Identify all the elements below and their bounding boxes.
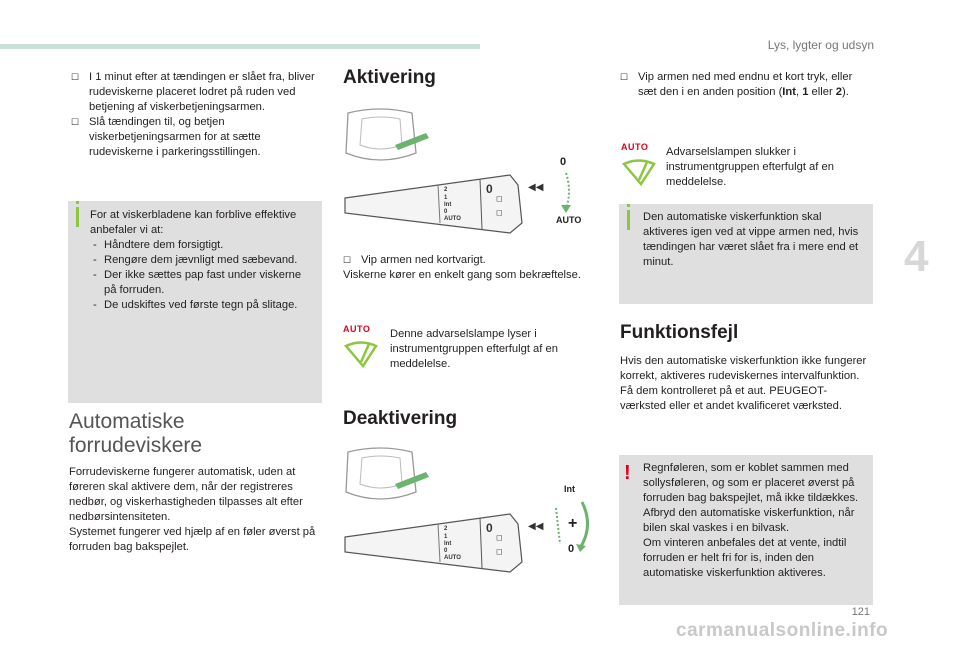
col1-bullets bbox=[71, 70, 323, 160]
plus-icon: + bbox=[568, 515, 578, 532]
svg-text:◻: ◻ bbox=[496, 208, 503, 217]
wiper-lamp-icon bbox=[621, 158, 657, 186]
position-auto-label: AUTO bbox=[556, 215, 582, 225]
position-int-label: Int bbox=[564, 484, 575, 494]
position-0-label: 0 bbox=[560, 156, 567, 168]
info-text: For at viskerbladene kan forblive effektive anbefaler vi at: bbox=[90, 209, 297, 236]
wiper-stalk-diagram-activation bbox=[340, 105, 590, 240]
svg-text:◻: ◻ bbox=[496, 547, 503, 556]
auto-warning-lamp-on bbox=[343, 324, 388, 373]
header-bar bbox=[0, 44, 480, 49]
svg-text:◻: ◻ bbox=[496, 194, 503, 203]
lamp-off-text: Advarselslampen slukker i instrumentgruppen efterfulgt af en meddelelse. bbox=[666, 146, 834, 188]
position-0-label: 0 bbox=[568, 543, 575, 555]
info-box-wiper-care bbox=[68, 201, 322, 403]
list-item: ☐ Slå tændingen til, og betjen viskerbetjeningsarmen for at sætte rudeviskerne i parkeringsstillingen. bbox=[71, 116, 261, 158]
checkbox-bullet-icon: ☐ bbox=[343, 255, 352, 265]
heading-activation: Aktivering bbox=[343, 67, 436, 88]
heading-automatic-wipers: Automatiske forrudeviskere bbox=[69, 410, 203, 457]
wiper-stalk-diagram-deactivation bbox=[340, 444, 590, 579]
checkbox-bullet-icon: ☐ bbox=[71, 117, 80, 127]
col3-bullet bbox=[620, 70, 872, 100]
warning-text: Afbryd den automatiske viskerfunktion, når bilen skal vaskes i en bilvask. bbox=[643, 507, 855, 534]
checkbox-bullet-icon: ☐ bbox=[71, 72, 80, 82]
svg-text:Int: Int bbox=[444, 202, 452, 208]
svg-text:0: 0 bbox=[486, 182, 493, 196]
watermark: carmanualsonline.info bbox=[676, 620, 889, 641]
info-box-reactivate bbox=[619, 204, 873, 304]
svg-text:2: 2 bbox=[444, 187, 448, 193]
list-item: - Rengøre dem jævnligt med sæbevand. bbox=[90, 253, 316, 268]
wiper-lamp-icon bbox=[343, 340, 379, 368]
stalk-icon bbox=[345, 514, 544, 572]
list-item: - Der ikke sættes pap fast under viskerne på forruden. bbox=[90, 268, 316, 298]
list-item: ☐ I 1 minut efter at tændingen er slået fra, bliver rudeviskerne placeret lodret på ruden ved betjening af viskerbetjeningsarmen. bbox=[71, 71, 315, 113]
svg-text:◻: ◻ bbox=[496, 533, 503, 542]
green-lever-icon bbox=[395, 133, 429, 150]
info-text: Den automatiske viskerfunktion skal aktiveres igen ved at vippe armen ned, hvis tændingen har været slået fra i mere end et minut. bbox=[643, 211, 859, 268]
svg-text:AUTO: AUTO bbox=[444, 555, 461, 561]
svg-text:◀◀: ◀◀ bbox=[528, 182, 544, 193]
malfunction-text: Hvis den automatiske viskerfunktion ikke fungerer korrekt, aktiveres rudeviskernes intervalfunktion. Få dem kontrolleret på et aut. PEUGEOT-værksted eller et andet kvalificeret værksted. bbox=[620, 355, 867, 412]
section-title: Lys, lygter og udsyn bbox=[767, 38, 874, 52]
warning-exclamation-icon: ! bbox=[624, 462, 631, 484]
activation-text: ☐ Vip armen ned kortvarigt. Viskerne kører en enkelt gang som bekræftelse. bbox=[343, 253, 583, 283]
warning-box-rain-sensor bbox=[619, 455, 873, 605]
svg-text:0: 0 bbox=[486, 521, 493, 535]
rotate-arrow-icon bbox=[580, 502, 588, 548]
steering-wheel-icon bbox=[346, 109, 416, 160]
info-icon bbox=[76, 207, 79, 227]
list-item: ☐ Vip armen ned med endnu et kort tryk, eller sæt den i en anden position (Int, 1 eller 2). bbox=[620, 71, 853, 98]
warning-text: Regnføleren, som er koblet sammen med sollysføleren, og som er placeret øverst på forruden bag bakspejlet, må ikke tildækkes. bbox=[643, 462, 859, 504]
arrow-down-icon bbox=[556, 508, 560, 544]
svg-text:0: 0 bbox=[444, 209, 448, 215]
svg-text:1: 1 bbox=[444, 195, 448, 201]
svg-text:AUTO: AUTO bbox=[444, 216, 461, 222]
list-item: ☐ Vip armen ned kortvarigt. bbox=[343, 254, 486, 266]
heading-deactivation: Deaktivering bbox=[343, 408, 458, 429]
lamp-on-text: Denne advarselslampe lyser i instrumentgruppen efterfulgt af en meddelelse. bbox=[390, 328, 558, 370]
svg-text:2: 2 bbox=[444, 526, 448, 532]
auto-warning-lamp-off bbox=[621, 142, 666, 191]
checkbox-bullet-icon: ☐ bbox=[620, 72, 629, 82]
list-item: - Håndtere dem forsigtigt. bbox=[90, 238, 316, 253]
info-icon bbox=[627, 210, 630, 230]
auto-label: AUTO bbox=[621, 142, 649, 152]
stalk-icon bbox=[345, 175, 544, 233]
svg-text:◀◀: ◀◀ bbox=[528, 521, 544, 532]
svg-text:Int: Int bbox=[444, 541, 452, 547]
auto-label: AUTO bbox=[343, 324, 371, 334]
green-lever-icon bbox=[395, 472, 429, 489]
svg-text:0: 0 bbox=[444, 548, 448, 554]
col1-text: Forrudeviskerne fungerer automatisk, uden at føreren skal aktivere dem, når der registreres nedbør, og viskerhastigheden tilpasses alt efter nedbørsintensiteten. Systemet fungerer ved hjælp af en føler øverst på forruden bag bakspejlet. bbox=[69, 466, 316, 553]
steering-wheel-icon bbox=[346, 448, 416, 499]
chapter-number: 4 bbox=[904, 232, 929, 281]
arrow-down-icon bbox=[566, 173, 569, 209]
heading-malfunction: Funktionsfejl bbox=[620, 322, 739, 343]
page-number: 121 bbox=[851, 606, 870, 618]
warning-text: Om vinteren anbefales det at vente, indtil forruden er helt fri for is, inden den automatiske viskerfunktion aktiveres. bbox=[643, 537, 847, 579]
svg-text:1: 1 bbox=[444, 534, 448, 540]
list-item: - De udskiftes ved første tegn på slitage. bbox=[90, 298, 316, 313]
